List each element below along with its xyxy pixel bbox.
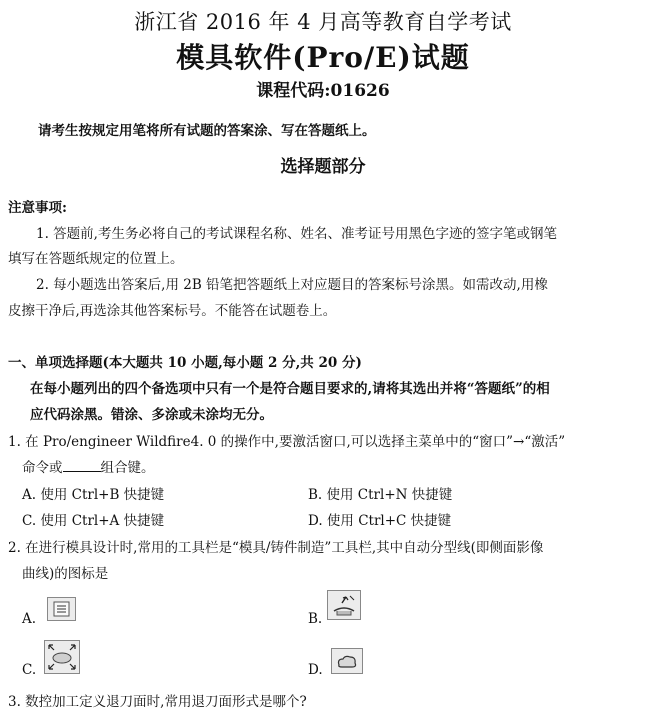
note-2-line-2: 皮擦干净后,再选涂其他答案标号。不能答在试题卷上。 bbox=[8, 303, 337, 319]
cloud-shape-icon bbox=[331, 648, 363, 674]
q2-stem-line-2: 曲线)的图标是 bbox=[22, 566, 109, 582]
notes-heading: 注意事项: bbox=[8, 200, 67, 216]
q1-stem-text-b: 组合键。 bbox=[100, 460, 155, 476]
note-1-line-1: 1. 答题前,考生务必将自己的考试课程名称、姓名、准考证号用黑色字迹的签字笔或钢笔 bbox=[36, 226, 557, 242]
subject-title: 模具软件(Pro/E)试题 bbox=[176, 41, 470, 74]
q1-stem-line-2 bbox=[22, 456, 155, 476]
q1-stem-text-a: 命令或 bbox=[22, 460, 63, 476]
q1-option-b: B. 使用 Ctrl+N 快捷键 bbox=[308, 487, 453, 503]
q1-option-d: D. 使用 Ctrl+C 快捷键 bbox=[308, 513, 452, 529]
q1-option-a: A. 使用 Ctrl+B 快捷键 bbox=[22, 487, 165, 503]
answer-blank bbox=[63, 459, 101, 472]
q2-option-c-label: C. bbox=[22, 662, 37, 678]
q1-stem-line-1: 1. 在 Pro/engineer Wildfire4. 0 的操作中,要激活窗口,可以选择主菜单中的“窗口”→“激活” bbox=[8, 434, 566, 450]
q2-option-b-label: B. bbox=[308, 611, 323, 627]
part1-desc-line-1: 在每小题列出的四个备选项中只有一个是符合题目要求的,请将其选出并将“答题纸”的相 bbox=[30, 381, 550, 397]
exam-header-line: 浙江省 2016 年 4 月高等教育自学考试 bbox=[134, 10, 512, 34]
part1-desc-line-2: 应代码涂黑。错涂、多涂或未涂均无分。 bbox=[30, 407, 273, 423]
q2-option-d-label: D. bbox=[308, 662, 323, 678]
note-1-line-2: 填写在答题纸规定的位置上。 bbox=[8, 251, 184, 267]
surface-icon bbox=[44, 640, 80, 674]
q1-option-c: C. 使用 Ctrl+A 快捷键 bbox=[22, 513, 165, 529]
list-icon bbox=[47, 597, 76, 621]
answer-instruction: 请考生按规定用笔将所有试题的答案涂、写在答题纸上。 bbox=[38, 123, 376, 139]
course-code: 课程代码:01626 bbox=[256, 81, 390, 101]
parting-line-icon bbox=[327, 590, 361, 620]
part1-heading: 一、单项选择题(本大题共 10 小题,每小题 2 分,共 20 分) bbox=[8, 355, 362, 371]
q2-stem-line-1: 2. 在进行模具设计时,常用的工具栏是“模具/铸件制造”工具栏,其中自动分型线(即侧面影像 bbox=[8, 540, 544, 556]
q2-option-a-label: A. bbox=[22, 611, 37, 627]
section-title: 选择题部分 bbox=[280, 157, 366, 177]
q3-stem-line-1: 3. 数控加工定义退刀面时,常用退刀面形式是哪个? bbox=[8, 694, 307, 710]
note-2-line-1: 2. 每小题选出答案后,用 2B 铅笔把答题纸上对应题目的答案标号涂黑。如需改动,用橡 bbox=[36, 277, 548, 293]
